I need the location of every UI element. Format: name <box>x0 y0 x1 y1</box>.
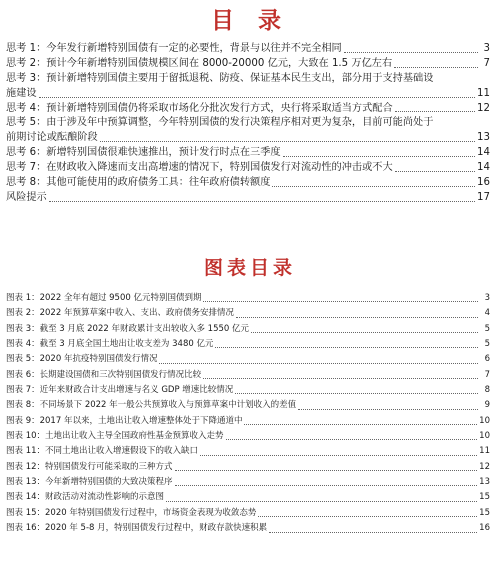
page-number: 15 <box>479 507 490 518</box>
page-number: 6 <box>484 354 490 365</box>
leader-dots <box>269 532 477 533</box>
leader-dots <box>394 67 478 68</box>
leader-dots <box>272 186 475 187</box>
toc-list <box>6 42 490 206</box>
page-number: 14 <box>477 162 490 174</box>
leader-dots <box>258 516 477 517</box>
page-number: 13 <box>477 132 490 144</box>
figure-entry[interactable] <box>6 506 490 521</box>
figure-entry[interactable] <box>6 398 490 413</box>
figure-entry-text: 图表 6：长期建设国债和三次特别国债发行情况比较 <box>6 369 202 380</box>
page-number: 4 <box>484 308 490 319</box>
figure-entry-text: 图表 5：2020 年抗疫特别国债发行情况 <box>6 354 158 365</box>
leader-dots <box>344 52 478 53</box>
page-number: 7 <box>483 57 490 69</box>
figure-entry-text: 图表 8：不同场景下 2022 年一般公共预算收入与预算草案中计划收入的差值 <box>6 400 297 411</box>
figure-entry[interactable] <box>6 337 490 352</box>
leader-dots <box>395 111 475 112</box>
toc-entry-text: 思考 4：预计新增特别国债仍将采取市场化分批次发行方式，央行将采取适当方式配合 <box>6 102 393 114</box>
leader-dots <box>251 332 478 333</box>
figure-list-title: 图表目录 <box>203 257 296 279</box>
toc-entry-text: 思考 7：在财政收入降速而支出高增速的情况下，特别国债发行对流动性的冲击或不大 <box>6 162 393 174</box>
page-number: 11 <box>479 446 490 457</box>
toc-entry-continuation[interactable] <box>6 87 490 102</box>
toc-entry-text: 思考 6：新增特别国债很难快速推出，预计发行时点在三季度 <box>6 147 281 159</box>
toc-entry-text: 思考 5：由于涉及年中预算调整，今年特别国债的发行决策程序相对更为复杂，目前可能尚处于 <box>6 117 434 129</box>
page-number: 7 <box>484 369 490 380</box>
page-number: 14 <box>477 147 490 159</box>
toc-entry-continuation[interactable] <box>6 131 490 146</box>
toc-entry-text: 思考 1：今年发行新增特别国债有一定的必要性，背景与以往并不完全相同 <box>6 42 342 54</box>
leader-dots <box>100 141 475 142</box>
page-number: 12 <box>479 461 490 472</box>
figure-entry[interactable] <box>6 291 490 306</box>
figure-entry-text: 图表 15：2020 年特别国债发行过程中，市场资金表现为收敛态势 <box>6 507 257 518</box>
figure-entry[interactable] <box>6 521 490 536</box>
figure-entry[interactable] <box>6 490 490 505</box>
leader-dots <box>200 455 477 456</box>
figure-entry-text: 图表 10：土地出让收入主导全国政府性基金预算收入走势 <box>6 431 224 442</box>
figure-entry-text: 图表 4：截至 3 月底全国土地出让收支差为 3480 亿元 <box>6 339 214 350</box>
leader-dots <box>244 424 477 425</box>
page-number: 11 <box>477 87 490 99</box>
toc-entry-text: 前期讨论或酝酿阶段 <box>6 132 98 144</box>
toc-entry[interactable] <box>6 72 490 87</box>
figure-entry[interactable] <box>6 414 490 429</box>
figure-entry-text: 图表 7：近年来财政合计支出增速与名义 GDP 增速比较情况 <box>6 385 234 396</box>
leader-dots <box>49 201 475 202</box>
leader-dots <box>215 347 478 348</box>
page-number: 10 <box>479 415 490 426</box>
page-number: 5 <box>484 323 490 334</box>
figure-entry[interactable] <box>6 352 490 367</box>
figure-entry-text: 图表 13：今年新增特别国债的大致决策程序 <box>6 477 173 488</box>
figure-entry[interactable] <box>6 322 490 337</box>
figure-entry-text: 图表 9：2017 年以来，土地出让收入增速整体处于下降通道中 <box>6 415 243 426</box>
leader-dots <box>166 501 477 502</box>
toc-entry-text: 思考 2：预计今年新增特别国债规模区间在 8000-20000 亿元，大致在 1.5 万亿左右 <box>6 57 393 69</box>
leader-dots <box>235 393 478 394</box>
leader-dots <box>395 171 475 172</box>
figure-entry-text: 图表 16：2020 年 5-8 月，特别国债发行过程中，财政存款快速积累 <box>6 523 268 534</box>
toc-entry[interactable] <box>6 161 490 176</box>
toc-title: 目 录 <box>210 8 289 34</box>
page-number: 12 <box>477 102 490 114</box>
leader-dots <box>39 97 475 98</box>
toc-entry[interactable] <box>6 176 490 191</box>
figure-entry-text: 图表 1：2022 全年有超过 9500 亿元特别国债到期 <box>6 293 202 303</box>
page-number: 13 <box>479 477 490 488</box>
toc-entry[interactable] <box>6 191 490 206</box>
figure-entry[interactable] <box>6 368 490 383</box>
toc-entry[interactable] <box>6 42 490 57</box>
leader-dots <box>226 439 478 440</box>
toc-entry-text: 思考 3：预计新增特别国债主要用于留抵退税、防疫、保证基本民生支出，部分用于支持基础设 <box>6 72 434 84</box>
toc-entry[interactable] <box>6 116 490 131</box>
figure-entry[interactable] <box>6 460 490 475</box>
toc-entry[interactable] <box>6 57 490 72</box>
page-number: 3 <box>484 293 490 303</box>
page-number: 3 <box>483 42 490 54</box>
leader-dots <box>175 470 478 471</box>
page-number: 16 <box>477 177 490 188</box>
figure-entry-text: 图表 14：财政活动对流动性影响的示意图 <box>6 492 165 503</box>
leader-dots <box>298 409 478 410</box>
figure-entry[interactable] <box>6 429 490 444</box>
page-number: 5 <box>484 339 490 350</box>
figure-entry-text: 图表 11：不同土地出让收入增速假设下的收入缺口 <box>6 446 199 457</box>
leader-dots <box>283 156 475 157</box>
leader-dots <box>159 363 478 364</box>
leader-dots <box>175 485 478 486</box>
leader-dots <box>203 301 478 302</box>
toc-entry-text: 思考 8：其他可能使用的政府债务工具：往年政府债转额度 <box>6 177 271 188</box>
page-number: 10 <box>479 431 490 442</box>
figure-entry[interactable] <box>6 475 490 490</box>
leader-dots <box>236 317 478 318</box>
page-number: 17 <box>477 191 490 203</box>
figure-entry-text: 图表 12：特别国债发行可能采取的三种方式 <box>6 461 173 472</box>
toc-entry-text: 施建设 <box>6 87 37 99</box>
figure-entry[interactable] <box>6 306 490 321</box>
figure-entry-text: 图表 3：截至 3 月底 2022 年财政累计支出较收入多 1550 亿元 <box>6 323 249 334</box>
figure-entry-text: 图表 2：2022 年预算草案中收入、支出、政府债务安排情况 <box>6 308 234 319</box>
page-number: 16 <box>479 523 490 534</box>
toc-entry-text: 风险提示 <box>6 191 47 203</box>
toc-entry[interactable] <box>6 102 490 117</box>
figure-entry[interactable] <box>6 383 490 398</box>
page-number: 15 <box>479 492 490 503</box>
page-number: 9 <box>484 400 490 411</box>
toc-entry[interactable] <box>6 146 490 161</box>
figure-list <box>6 291 490 537</box>
page-number: 8 <box>484 385 490 396</box>
figure-entry[interactable] <box>6 444 490 459</box>
leader-dots <box>203 378 478 379</box>
